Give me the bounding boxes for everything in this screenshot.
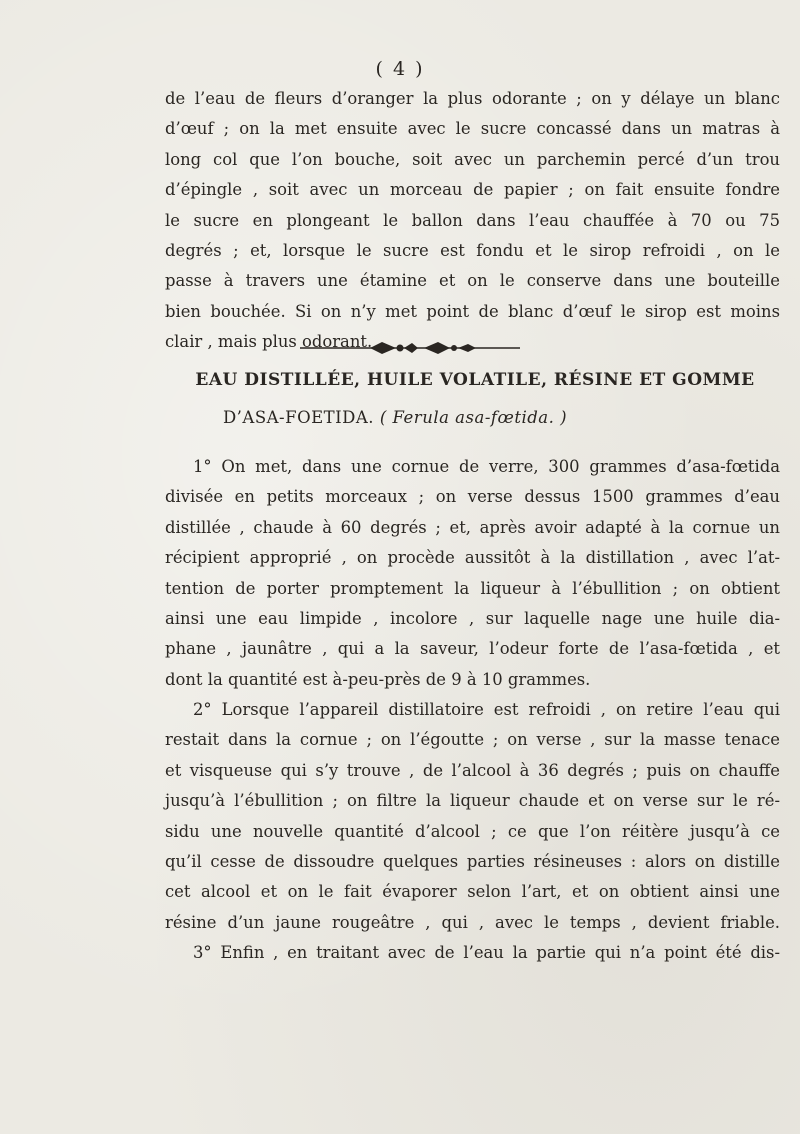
text-line: divisée en petits morceaux ; on verse dessus 1500 grammes d’eau (165, 487, 780, 507)
text-line: résine d’un jaune rougeâtre , qui , avec le temps , devient friable. (165, 912, 780, 932)
text-line: de l’eau de fleurs d’oranger la plus odorante ; on y délaye un blanc (165, 89, 780, 108)
text-line: 2° Lorsque l’appareil distillatoire est refroidi , on retire l’eau qui (193, 700, 780, 719)
text-line: cet alcool et on le fait évaporer selon l’art, et on obtient ainsi une (165, 882, 780, 902)
text-line: bien bouchée. Si on n’y met point de blanc d’œuf le sirop est moins (165, 301, 780, 321)
text-line: long col que l’on bouche, soit avec un parchemin percé d’un trou (165, 149, 780, 169)
paragraph-step-3 (165, 938, 780, 968)
text-line: d’épingle , soit avec un morceau de papier ; on fait ensuite fondre (165, 180, 780, 200)
paragraph-syrup (165, 84, 780, 358)
text-line: dont la quantité est à-peu-près de 9 à 10 grammes. (165, 669, 591, 689)
section-heading: EAU DISTILLÉE, HUILE VOLATILE, RÉSINE ET GOMME (195, 370, 755, 390)
paragraph-step-1 (165, 452, 780, 695)
text-line: récipient approprié , on procède aussitôt à la distillation , avec l’at- (165, 548, 780, 568)
subheading-main: D’ASA-FOETIDA. (222, 408, 375, 427)
text-line: passe à travers une étamine et on le conserve dans une bouteille (165, 271, 780, 291)
text-line: sidu une nouvelle quantité d’alcool ; ce que l’on réitère jusqu’à ce (165, 821, 780, 841)
text-line: 3° Enfin , en traitant avec de l’eau la partie qui n’a point été dis- (193, 943, 780, 962)
text-line: degrés ; et, lorsque le sucre est fondu et le sirop refroidi , on le (165, 240, 780, 260)
text-line: phane , jaunâtre , qui a la saveur, l’odeur forte de l’asa-fœtida , et (165, 639, 780, 659)
section-subheading (165, 408, 625, 427)
text-line: qu’il cesse de dissoudre quelques parties résineuses : alors on distille (165, 851, 780, 871)
subheading-latin-name: ( Ferula asa-fœtida. ) (379, 408, 568, 427)
text-line: distillée , chaude à 60 degrés ; et, après avoir adapté à la cornue un (165, 517, 780, 537)
text-line: tention de porter promptement la liqueur à l’ébullition ; on obtient (165, 578, 780, 598)
text-line: jusqu’à l’ébullition ; on filtre la liqueur chaude et on verse sur le ré- (165, 791, 780, 811)
page-number: ( 4 ) (375, 58, 425, 80)
text-line: et visqueuse qui s’y trouve , de l’alcool à 36 degrés ; puis on chauffe (165, 760, 780, 780)
text-line: d’œuf ; on la met ensuite avec le sucre concassé dans un matras à (165, 119, 780, 139)
text-line: le sucre en plongeant le ballon dans l’eau chauffée à 70 ou 75 (165, 210, 780, 230)
ornamental-divider (300, 340, 520, 356)
text-line: ainsi une eau limpide , incolore , sur laquelle nage une huile dia- (165, 608, 780, 628)
paragraph-step-2 (165, 695, 780, 938)
text-line: restait dans la cornue ; on l’égoutte ; on verse , sur la masse tenace (165, 730, 780, 750)
text-line: 1° On met, dans une cornue de verre, 300 grammes d’asa-fœtida (193, 457, 780, 476)
text-line: clair , mais plus odorant. (165, 332, 373, 352)
